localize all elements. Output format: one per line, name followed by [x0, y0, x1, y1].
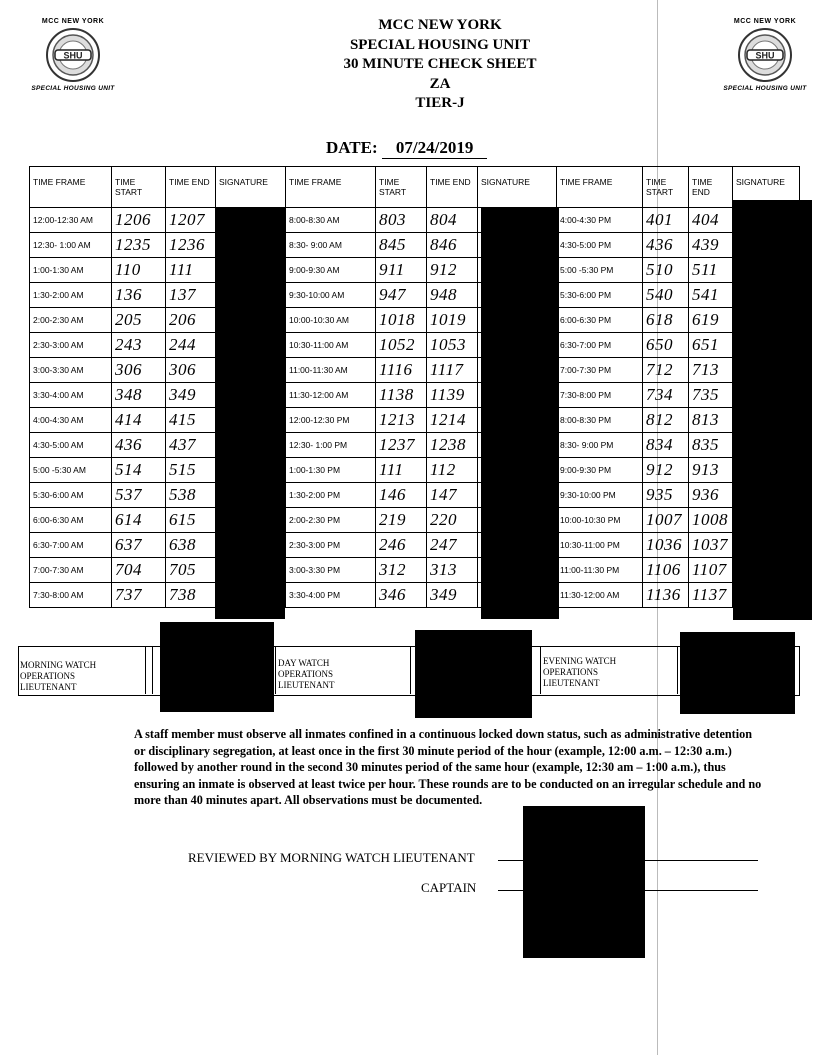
time-start-cell: 514: [112, 458, 166, 483]
time-start-cell: 1116: [376, 358, 427, 383]
table-header-row: [30, 167, 800, 208]
time-start-cell: 111: [376, 458, 427, 483]
time-start-cell: 312: [376, 558, 427, 583]
time-frame-cell: 8:30- 9:00 PM: [557, 433, 643, 458]
time-start-cell: 1106: [643, 558, 689, 583]
time-start-cell: 618: [643, 308, 689, 333]
header-line5: TIER-J: [415, 95, 465, 111]
time-end-cell: 1117: [427, 358, 478, 383]
time-start-cell: 935: [643, 483, 689, 508]
time-end-cell: 619: [689, 308, 733, 333]
time-start-cell: 436: [643, 233, 689, 258]
time-frame-cell: 3:30-4:00 AM: [30, 383, 112, 408]
time-frame-cell: 3:00-3:30 PM: [286, 558, 376, 583]
redaction-block: [160, 622, 274, 712]
logo-top-text: MCC NEW YORK: [733, 18, 797, 25]
time-start-cell: 540: [643, 283, 689, 308]
time-frame-cell: 5:00 -5:30 AM: [30, 458, 112, 483]
column-header: TIME START: [112, 167, 166, 208]
table-row: [30, 483, 800, 508]
time-start-cell: 912: [643, 458, 689, 483]
time-start-cell: 1206: [112, 208, 166, 233]
time-start-cell: 1036: [643, 533, 689, 558]
time-end-cell: 1137: [689, 583, 733, 608]
header-line2: SPECIAL HOUSING UNIT: [349, 36, 531, 53]
time-end-cell: 1139: [427, 383, 478, 408]
time-frame-cell: 11:30-12:00 AM: [557, 583, 643, 608]
time-start-cell: 1136: [643, 583, 689, 608]
time-frame-cell: 1:30-2:00 PM: [286, 483, 376, 508]
time-end-cell: 638: [166, 533, 216, 558]
time-end-cell: 538: [166, 483, 216, 508]
shu-seal-icon: [737, 27, 793, 83]
time-frame-cell: 8:00-8:30 PM: [557, 408, 643, 433]
table-row: [30, 508, 800, 533]
date-value: 07/24/2019: [382, 138, 487, 159]
header-line3: 30 MINUTE CHECK SHEET: [343, 56, 537, 72]
time-frame-cell: 9:00-9:30 PM: [557, 458, 643, 483]
time-start-cell: 1213: [376, 408, 427, 433]
table-row: [30, 233, 800, 258]
time-start-cell: 246: [376, 533, 427, 558]
time-frame-cell: 7:00-7:30 AM: [30, 558, 112, 583]
time-frame-cell: 6:30-7:00 PM: [557, 333, 643, 358]
table-row: [30, 208, 800, 233]
time-end-cell: 439: [689, 233, 733, 258]
time-frame-cell: 2:00-2:30 AM: [30, 308, 112, 333]
time-end-cell: 349: [427, 583, 478, 608]
column-header: TIME FRAME: [557, 167, 643, 208]
column-header: TIME START: [643, 167, 689, 208]
column-header: SIGNATURE: [733, 167, 800, 208]
time-end-cell: 206: [166, 308, 216, 333]
redaction-block: [680, 632, 795, 714]
time-frame-cell: 10:00-10:30 AM: [286, 308, 376, 333]
time-end-cell: 948: [427, 283, 478, 308]
time-start-cell: 401: [643, 208, 689, 233]
time-end-cell: 244: [166, 333, 216, 358]
column-header: SIGNATURE: [216, 167, 286, 208]
time-frame-cell: 10:00-10:30 PM: [557, 508, 643, 533]
table-row: [30, 533, 800, 558]
time-frame-cell: 5:00 -5:30 PM: [557, 258, 643, 283]
column-header: TIME FRAME: [286, 167, 376, 208]
time-frame-cell: 4:00-4:30 PM: [557, 208, 643, 233]
time-start-cell: 704: [112, 558, 166, 583]
table-row: [30, 383, 800, 408]
redaction-block: [733, 200, 812, 620]
time-frame-cell: 11:00-11:30 PM: [557, 558, 643, 583]
time-frame-cell: 10:30-11:00 PM: [557, 533, 643, 558]
check-table: [29, 166, 800, 608]
time-start-cell: 947: [376, 283, 427, 308]
time-frame-cell: 5:30-6:00 AM: [30, 483, 112, 508]
time-start-cell: 146: [376, 483, 427, 508]
time-end-cell: 1214: [427, 408, 478, 433]
table-row: [30, 558, 800, 583]
shu-seal-icon: [45, 27, 101, 83]
time-end-cell: 913: [689, 458, 733, 483]
time-end-cell: 511: [689, 258, 733, 283]
morning-watch-label: MORNING WATCH OPERATIONS LIEUTENANT: [20, 660, 97, 692]
time-end-cell: 713: [689, 358, 733, 383]
time-end-cell: 705: [166, 558, 216, 583]
time-frame-cell: 6:00-6:30 PM: [557, 308, 643, 333]
time-frame-cell: 8:30- 9:00 AM: [286, 233, 376, 258]
date-label: DATE:: [326, 138, 378, 157]
time-frame-cell: 4:30-5:00 PM: [557, 233, 643, 258]
time-frame-cell: 12:30- 1:00 AM: [30, 233, 112, 258]
time-frame-cell: 11:00-11:30 AM: [286, 358, 376, 383]
table-row: [30, 333, 800, 358]
shu-logo-left: [18, 18, 128, 92]
time-end-cell: 247: [427, 533, 478, 558]
column-header: TIME END: [166, 167, 216, 208]
time-start-cell: 510: [643, 258, 689, 283]
redaction-block: [523, 806, 645, 958]
time-end-cell: 835: [689, 433, 733, 458]
time-start-cell: 537: [112, 483, 166, 508]
time-start-cell: 243: [112, 333, 166, 358]
logo-bottom-text: SPECIAL HOUSING UNIT: [31, 85, 115, 92]
time-end-cell: 404: [689, 208, 733, 233]
time-end-cell: 1053: [427, 333, 478, 358]
time-start-cell: 803: [376, 208, 427, 233]
table-row: [30, 458, 800, 483]
time-end-cell: 615: [166, 508, 216, 533]
column-header: SIGNATURE: [478, 167, 557, 208]
time-end-cell: 804: [427, 208, 478, 233]
time-frame-cell: 4:00-4:30 AM: [30, 408, 112, 433]
time-frame-cell: 5:30-6:00 PM: [557, 283, 643, 308]
column-header: TIME END: [689, 167, 733, 208]
time-start-cell: 1007: [643, 508, 689, 533]
time-frame-cell: 3:30-4:00 PM: [286, 583, 376, 608]
time-end-cell: 1107: [689, 558, 733, 583]
time-start-cell: 348: [112, 383, 166, 408]
time-start-cell: 637: [112, 533, 166, 558]
table-row: [30, 283, 800, 308]
time-start-cell: 414: [112, 408, 166, 433]
page-header: [300, 16, 580, 114]
time-frame-cell: 12:00-12:30 AM: [30, 208, 112, 233]
time-frame-cell: 1:30-2:00 AM: [30, 283, 112, 308]
redaction-block: [415, 630, 532, 718]
header-line1: MCC NEW YORK: [378, 17, 502, 33]
time-start-cell: 306: [112, 358, 166, 383]
time-end-cell: 415: [166, 408, 216, 433]
table-row: [30, 583, 800, 608]
column-header: TIME END: [427, 167, 478, 208]
time-frame-cell: 6:30-7:00 AM: [30, 533, 112, 558]
time-frame-cell: 7:00-7:30 PM: [557, 358, 643, 383]
column-header: TIME FRAME: [30, 167, 112, 208]
time-start-cell: 1052: [376, 333, 427, 358]
time-frame-cell: 7:30-8:00 PM: [557, 383, 643, 408]
time-end-cell: 437: [166, 433, 216, 458]
time-start-cell: 1138: [376, 383, 427, 408]
time-end-cell: 313: [427, 558, 478, 583]
time-frame-cell: 6:00-6:30 AM: [30, 508, 112, 533]
time-start-cell: 834: [643, 433, 689, 458]
time-start-cell: 812: [643, 408, 689, 433]
table-row: [30, 408, 800, 433]
time-end-cell: 1019: [427, 308, 478, 333]
time-frame-cell: 4:30-5:00 AM: [30, 433, 112, 458]
column-header: TIME START: [376, 167, 427, 208]
time-frame-cell: 1:00-1:30 AM: [30, 258, 112, 283]
time-end-cell: 111: [166, 258, 216, 283]
logo-emblem-text: SHU: [63, 50, 83, 61]
table-row: [30, 433, 800, 458]
time-frame-cell: 12:30- 1:00 PM: [286, 433, 376, 458]
time-start-cell: 219: [376, 508, 427, 533]
evening-watch-label: EVENING WATCH OPERATIONS LIEUTENANT: [543, 656, 617, 688]
reviewed-by-label: REVIEWED BY MORNING WATCH LIEUTENANT: [188, 850, 475, 865]
table-row: [30, 258, 800, 283]
time-frame-cell: 11:30-12:00 AM: [286, 383, 376, 408]
time-start-cell: 1235: [112, 233, 166, 258]
logo-emblem-text: SHU: [755, 50, 775, 61]
time-end-cell: 912: [427, 258, 478, 283]
time-start-cell: 205: [112, 308, 166, 333]
time-end-cell: 738: [166, 583, 216, 608]
time-frame-cell: 7:30-8:00 AM: [30, 583, 112, 608]
time-end-cell: 541: [689, 283, 733, 308]
time-start-cell: 346: [376, 583, 427, 608]
time-frame-cell: 9:30-10:00 PM: [557, 483, 643, 508]
time-frame-cell: 2:30-3:00 AM: [30, 333, 112, 358]
time-end-cell: 306: [166, 358, 216, 383]
table-row: [30, 308, 800, 333]
time-end-cell: 735: [689, 383, 733, 408]
time-end-cell: 1236: [166, 233, 216, 258]
time-end-cell: 1037: [689, 533, 733, 558]
time-start-cell: 650: [643, 333, 689, 358]
time-start-cell: 845: [376, 233, 427, 258]
logo-top-text: MCC NEW YORK: [41, 18, 105, 25]
time-frame-cell: 9:30-10:00 AM: [286, 283, 376, 308]
time-start-cell: 712: [643, 358, 689, 383]
time-frame-cell: 12:00-12:30 PM: [286, 408, 376, 433]
time-end-cell: 220: [427, 508, 478, 533]
time-end-cell: 1008: [689, 508, 733, 533]
time-end-cell: 1207: [166, 208, 216, 233]
time-end-cell: 651: [689, 333, 733, 358]
time-start-cell: 1018: [376, 308, 427, 333]
time-start-cell: 911: [376, 258, 427, 283]
time-frame-cell: 2:30-3:00 PM: [286, 533, 376, 558]
policy-note: A staff member must observe all inmates confined in a continuous locked down status, such as administrative detention or disciplinary segregation, at least once in the first 30 minute period of the hour (example, 12:00 a.m. – 12:30 a.m.) followed by another round in the second 30 minutes period of the same hour (example, 12:30 am – 1:00 a.m.), thus ensuring an inmate is observed at least twice per hour. These rounds are to be conducted on an irregular schedule and no more than 40 minutes apart. All observations must be documented.: [134, 727, 762, 807]
header-line4: ZA: [429, 75, 451, 92]
redaction-block: [481, 207, 559, 619]
shu-logo-right: [710, 18, 815, 92]
time-end-cell: 1238: [427, 433, 478, 458]
logo-bottom-text: SPECIAL HOUSING UNIT: [723, 85, 807, 92]
day-watch-label: DAY WATCH OPERATIONS LIEUTENANT: [278, 658, 335, 690]
time-end-cell: 137: [166, 283, 216, 308]
captain-label: CAPTAIN: [421, 880, 477, 895]
date-field: [326, 138, 487, 159]
time-start-cell: 734: [643, 383, 689, 408]
table-row: [30, 358, 800, 383]
time-frame-cell: 2:00-2:30 PM: [286, 508, 376, 533]
time-end-cell: 936: [689, 483, 733, 508]
time-start-cell: 1237: [376, 433, 427, 458]
time-frame-cell: 10:30-11:00 AM: [286, 333, 376, 358]
time-end-cell: 846: [427, 233, 478, 258]
time-frame-cell: 1:00-1:30 PM: [286, 458, 376, 483]
time-start-cell: 110: [112, 258, 166, 283]
time-frame-cell: 9:00-9:30 AM: [286, 258, 376, 283]
time-start-cell: 614: [112, 508, 166, 533]
time-end-cell: 349: [166, 383, 216, 408]
time-end-cell: 813: [689, 408, 733, 433]
time-end-cell: 112: [427, 458, 478, 483]
time-end-cell: 515: [166, 458, 216, 483]
time-start-cell: 136: [112, 283, 166, 308]
time-frame-cell: 8:00-8:30 AM: [286, 208, 376, 233]
redaction-block: [215, 207, 285, 619]
time-start-cell: 737: [112, 583, 166, 608]
time-frame-cell: 3:00-3:30 AM: [30, 358, 112, 383]
time-start-cell: 436: [112, 433, 166, 458]
time-end-cell: 147: [427, 483, 478, 508]
